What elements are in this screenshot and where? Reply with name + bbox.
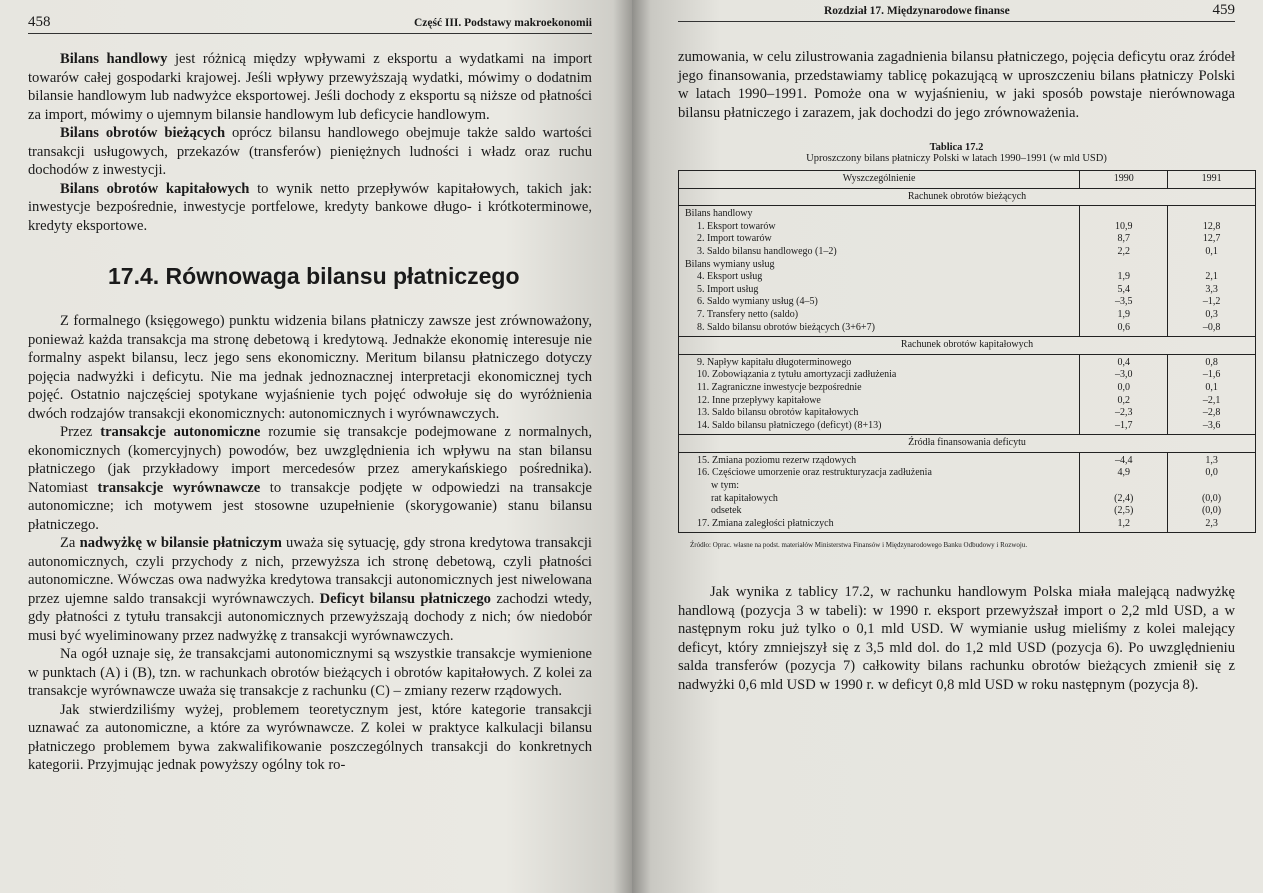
paragraph: Na ogół uznaje się, że transakcjami autonomicznymi są wszystkie transakcje wymienione w punktach (A) i (B), tzn. w rachunkach obrotów bieżących i obrotów kapitałowych. Z kolei za transakcje wyrównawcze uważa się transakcje z rachunku (C) – zmiany rezerw rządowych.	[28, 646, 592, 699]
table-number: Tablica 17.2	[929, 142, 984, 153]
table-cell-1991: 2,1	[1205, 271, 1218, 283]
table-row-label: 12. Inne przepływy kapitałowe	[697, 394, 821, 406]
table-cell-1990: 5,4	[1117, 283, 1130, 295]
running-head: Rozdział 17. Międzynarodowe finanse	[824, 5, 1010, 17]
paragraph: Przez transakcje autonomiczne rozumie się transakcje podejmowane z normalnych, ekonomicznych (komercyjnych) powodów, bez uwzględnienia ich wpływu na stan bilansu płatniczego (jak przykładowy import mercedesów przez amerykańskiego pośrednika). Natomiast transakcje wyrównawcze to transakcje podjęte w odpowiedzi na transakcje autonomiczne; ich motywem jest stosowne uzupełnienie (skorygowanie) stanu bilansu płatniczego.	[28, 424, 593, 533]
group-values-1991	[1168, 206, 1256, 337]
table-row-label: 8. Saldo bilansu obrotów bieżących (3+6+7)	[697, 321, 875, 333]
group-labels	[679, 354, 1080, 435]
table-cell-1991: 0,1	[1205, 381, 1218, 393]
table-row-label: 11. Zagraniczne inwestycje bezpośrednie	[697, 381, 862, 393]
paragraph: Bilans handlowy jest różnicą między wpływami z eksportu a wydatkami na import towarów całej gospodarki krajowej. Jeśli wpływy przewyższają wydatki, mówimy o dodatnim bilansie handlowym lub nadwyżce eksportowej. Jeśli dochody z eksportu są niższe od płatności za import, mówimy o ujemnym bilansie handlowym lub deficycie handlowym.	[28, 51, 592, 123]
table-cell-1990: (2,5)	[1114, 505, 1134, 517]
page-number: 458	[28, 14, 51, 30]
paragraph: Za nadwyżkę w bilansie płatniczym uważa się sytuację, gdy strona kredytowa transakcji autonomicznych, czyli przychody z nich, przewyższa ich stronę debetową, czyli płatności autonomiczne. Wówczas owa nadwyżka kredytowa transakcji autonomicznych jest niwelowana przez ujemne saldo transakcji wyrównawczych. Deficyt bilansu płatniczego zachodzi wtedy, gdy płatności z tytułu transakcji autonomicznych przewyższają dochody z nich; ów niedobór musi być wyeliminowany przez nadwyżkę z transakcji wyrównawczych.	[28, 535, 592, 644]
table-cell-1991: 1,3	[1205, 454, 1218, 466]
right-page	[632, 0, 1263, 893]
paragraph: Jak wynika z tablicy 17.2, w rachunku handlowym Polska miała malejącą nadwyżkę handlową (pozycja 3 w tabeli): w 1990 r. eksport przewyższał import o 2,2 mld USD, a w następnym roku już tylko o 0,1 mld USD. W wymianie usług mieliśmy z kolei malejący deficyt, który zmniejszył się z 3,5 mld dol. do 1,2 mld USD (pozycja 6). Po uwzględnieniu salda transferów (pozycja 7) całkowity bilans rachunku obrotów bieżących zmienił się z nadwyżki 0,6 mld USD w 1990 r. w deficyt 0,8 mld USD w roku następnym (pozycja 8).	[678, 584, 1235, 693]
table-cell-1990: –1,7	[1114, 419, 1133, 431]
table-cell-1991: 0,3	[1205, 308, 1218, 320]
table-cell-1990: (2,4)	[1114, 492, 1134, 504]
table-group	[679, 452, 1256, 533]
group-values-1990	[1080, 354, 1168, 435]
balance-table	[678, 170, 1256, 533]
table-row-label: 15. Zmiana poziomu rezerw rządowych	[697, 454, 857, 466]
table-group	[679, 206, 1256, 337]
table-row-label: 7. Transfery netto (saldo)	[697, 308, 799, 320]
table-cell-1991: 12,7	[1202, 233, 1221, 245]
page-number: 459	[1212, 2, 1235, 18]
table-section-title: Rachunek obrotów bieżących	[679, 188, 1256, 206]
section-heading: 17.4. Równowaga bilansu płatniczego	[108, 263, 520, 289]
table-cell-1991: –2,8	[1202, 407, 1221, 419]
table-cell-1990: 1,2	[1117, 517, 1130, 529]
term: Bilans obrotów bieżących	[60, 125, 226, 141]
paragraph: Z formalnego (księgowego) punktu widzenia bilans płatniczy zawsze jest zrównoważony, ponieważ każda transakcja ma stronę debetową i kredytową. Jednakże ekonomię interesuje nie formalny aspekt bilansu, lecz jego sens ekonomiczny. Meritum bilansu płatniczego dotyczy pojęcia nadwyżki i deficytu. Nie ma jednak jednoznacznej interpretacji ekonomicznej tych pojęć. Ostatnio najczęściej spotykane wyjaśnienie tych pojęć odwołuje się do wyróżnienia dwóch rodzajów transakcji ekonomicznych: autonomicznych i wyrównawczych.	[28, 313, 592, 422]
table-cell-1990	[1086, 208, 1161, 221]
table-header-row	[679, 171, 1256, 189]
paragraph: Bilans obrotów kapitałowych to wynik netto przepływów kapitałowych, takich jak: inwestycje bezpośrednie, inwestycje portfelowe, kredyty bankowe długo- i krótkoterminowe, kredyty eksportowe.	[28, 180, 593, 234]
table-row-label: 4. Eksport usług	[697, 271, 763, 283]
column-header: Wyszczególnienie	[679, 171, 1080, 189]
term: Bilans obrotów kapitałowych	[60, 180, 250, 197]
paragraph: Jak stwierdziliśmy wyżej, problemem teoretycznym jest, które kategorie transakcji uznawać za autonomiczne, a które za wyrównawcze. Z kolei w praktyce kalkulacji bilansu płatniczego problemem bywa zakwalifikowanie poszczególnych transakcji do konkretnych kategorii. Przyjmując jednak powyższy ogólny tok ro-	[28, 701, 592, 773]
table-section-title: Rachunek obrotów kapitałowych	[679, 337, 1256, 355]
table-row-label: w tym:	[711, 480, 740, 492]
group-labels	[679, 206, 1080, 337]
table-cell-1990: 2,2	[1117, 245, 1130, 257]
table-row-label: 10. Zobowiązania z tytułu amortyzacji zadłużenia	[697, 369, 897, 381]
table-row-label: 14. Saldo bilansu płatniczego (deficyt) (8+13)	[697, 419, 882, 431]
table-cell-1990: –4,4	[1114, 454, 1133, 466]
table-cell-1991: –1,2	[1202, 296, 1221, 308]
table-row-label: 1. Eksport towarów	[697, 220, 776, 232]
table-cell-1990: –2,3	[1114, 407, 1133, 419]
table-group	[679, 354, 1256, 435]
table-row-label: 16. Częściowe umorzenie oraz restrukturyzacja zadłużenia	[697, 467, 932, 479]
table-cell-1991: 0,0	[1205, 467, 1218, 479]
table-cell-1991: (0,0)	[1201, 492, 1222, 504]
table-cell-1990	[1086, 259, 1161, 272]
term: transakcje autonomiczne	[100, 424, 261, 440]
term: Bilans handlowy	[60, 51, 168, 67]
table-row-label: 13. Saldo bilansu obrotów kapitałowych	[697, 407, 859, 419]
table-row-label: Bilans handlowy	[685, 208, 753, 220]
table-cell-1991: 0,1	[1205, 245, 1218, 257]
table-row-label: 9. Napływ kapitału długoterminowego	[697, 356, 852, 368]
paragraph: zumowania, w celu zilustrowania zagadnienia bilansu płatniczego, pojęcia deficytu oraz źródeł jego finansowania, przedstawiamy tablicę pokazującą w uproszczeniu bilans płatniczy Polski w latach 1990–1991. Pomoże ona w wyjaśnieniu, w jaki sposób powstaje nierównowaga bilansu płatniczego i zarazem, jak dochodzi do jego zrównoważenia.	[678, 49, 1235, 121]
table-cell-1990: –3,0	[1114, 369, 1133, 381]
table-cell-1991: (0,0)	[1201, 505, 1222, 517]
table-cell-1991: 2,3	[1205, 517, 1218, 529]
running-head: Część III. Podstawy makroekonomii	[413, 17, 592, 29]
right-running-header	[678, 2, 1235, 22]
paragraph: Bilans obrotów bieżących oprócz bilansu handlowego obejmuje także saldo wartości transakcji usługowych, przekazów (transferów) pieniężnych ludności i władz oraz ruchu dochodów z inwestycji.	[28, 125, 592, 178]
table-cell-1991: –0,8	[1202, 321, 1221, 333]
table-cell-1991: 0,8	[1205, 356, 1218, 368]
table-source: Źródło: Oprac. własne na podst. materiałów Ministerstwa Finansów i Międzynarodowego Banku Odbudowy i Rozwoju.	[690, 541, 1028, 550]
table-cell-1991	[1174, 259, 1249, 272]
term: transakcje wyrównawcze	[97, 479, 261, 496]
table-cell-1991: 3,3	[1205, 283, 1218, 295]
table-cell-1990: 1,9	[1117, 308, 1130, 320]
table-cell-1990: 10,9	[1114, 220, 1133, 232]
left-running-header	[28, 14, 592, 34]
table-row-label: 17. Zmiana zaległości płatniczych	[697, 517, 834, 529]
group-values-1991	[1168, 354, 1256, 435]
group-values-1990	[1080, 452, 1168, 533]
table-cell-1991: –1,6	[1202, 369, 1221, 381]
table-cell-1990: 0,0	[1117, 381, 1130, 393]
table-cell-1991	[1174, 480, 1249, 493]
table-cell-1991: –3,6	[1202, 419, 1221, 431]
table-cell-1990	[1086, 480, 1161, 493]
table-row-label: 6. Saldo wymiany usług (4–5)	[697, 296, 818, 308]
column-header: 1991	[1168, 171, 1256, 189]
table-row-label: rat kapitałowych	[711, 492, 778, 504]
table-caption	[678, 142, 1235, 164]
table-row-label: Bilans wymiany usług	[685, 258, 775, 270]
table-cell-1990: 0,6	[1117, 321, 1130, 333]
table-cell-1990: 0,2	[1117, 394, 1130, 406]
table-row-label: 3. Saldo bilansu handlowego (1–2)	[697, 245, 837, 257]
table-cell-1990: 1,9	[1117, 271, 1130, 283]
group-labels	[679, 452, 1080, 533]
term: nadwyżkę w bilansie płatniczym	[79, 535, 282, 551]
table-cell-1990: –3,5	[1114, 296, 1133, 308]
table-cell-1990: 4,9	[1117, 467, 1130, 479]
group-values-1990	[1080, 206, 1168, 337]
table-cell-1991	[1174, 208, 1249, 221]
column-header: 1990	[1080, 171, 1168, 189]
table-cell-1991: –2,1	[1202, 394, 1221, 406]
table-row-label: 2. Import towarów	[697, 233, 772, 245]
table-cell-1991: 12,8	[1202, 220, 1221, 232]
table-row-label: odsetek	[711, 505, 742, 517]
table-section-title: Źródła finansowania deficytu	[679, 435, 1256, 453]
table-cell-1990: 8,7	[1117, 233, 1130, 245]
table-row-label: 5. Import usług	[697, 283, 759, 295]
group-values-1991	[1168, 452, 1256, 533]
table-cell-1990: 0,4	[1117, 356, 1130, 368]
term: Deficyt bilansu płatniczego	[319, 590, 491, 607]
table-title: Uproszczony bilans płatniczy Polski w latach 1990–1991 (w mld USD)	[806, 153, 1107, 164]
